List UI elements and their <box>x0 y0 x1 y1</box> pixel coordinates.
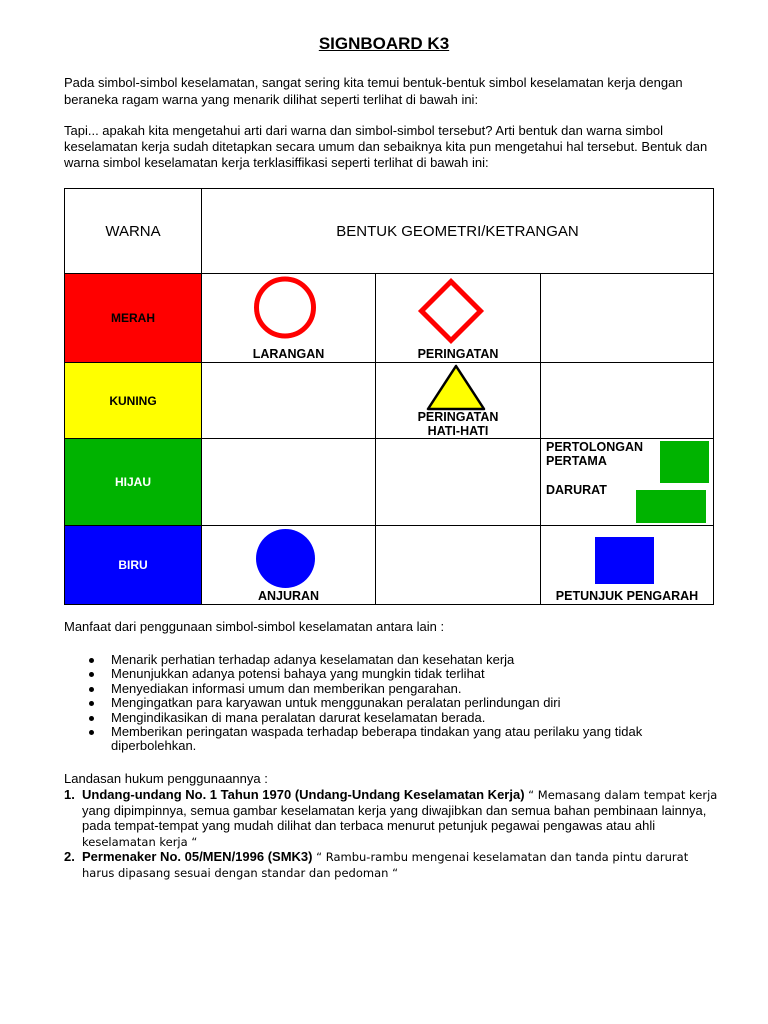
legal-quote-text: yang dipimpinnya, semua gambar keselamatan kerja yang diwajibkan dan semua bahan pembinaan lainnya, <box>82 802 707 818</box>
list-item <box>64 682 701 696</box>
benefits-intro: Manfaat dari penggunaan simbol-simbol keselamatan antara lain : <box>64 619 445 634</box>
list-item-text: Menyediakan informasi umum dan memberikan pengarahan. <box>111 680 462 696</box>
legal-item-title: Undang-undang No. 1 Tahun 1970 (Undang-Undang Keselamatan Kerja) <box>82 787 525 802</box>
signboard-table <box>64 188 714 605</box>
legal-quote-text: pada tempat-tempat yang mudah dilihat dan terbaca menurut petunjuk pegawai pengawas atau ahli <box>82 818 656 833</box>
legal-list <box>64 787 754 880</box>
legal-quote-text: “ Memasang dalam tempat kerja <box>528 788 718 802</box>
list-item <box>64 667 701 681</box>
legal-item-number: 1. <box>64 787 75 802</box>
bullet-icon <box>89 716 94 721</box>
cell-peringatan-hati-hati <box>376 363 541 439</box>
cell-empty <box>202 363 376 439</box>
intro-paragraph-1: Pada simbol-simbol keselamatan, sangat sering kita temui bentuk-bentuk simbol keselamatan kerja dengan beraneka ragam warna yang menarik dilihat seperti terlihat di bawah ini: <box>64 75 683 107</box>
cell-empty <box>541 363 714 439</box>
color-cell-merah: MERAH <box>65 274 202 363</box>
blue-square-shape <box>595 537 654 584</box>
list-item <box>64 725 701 754</box>
green-rectangle-shape <box>636 490 706 523</box>
red-diamond-outline-shape <box>422 282 481 341</box>
legal-line <box>64 818 754 834</box>
label-darurat: DARURAT <box>546 483 607 497</box>
list-item <box>64 653 701 667</box>
bullet-icon <box>89 730 94 735</box>
legal-item-title: Permenaker No. 05/MEN/1996 (SMK3) <box>82 849 313 864</box>
benefits-list <box>64 653 724 754</box>
label-peringatan-line-1: PERINGATAN <box>417 410 499 424</box>
legal-item-1 <box>64 787 754 849</box>
header-bentuk-geometri: BENTUK GEOMETRI/KETRANGAN <box>202 189 714 274</box>
list-item <box>64 711 701 725</box>
bullet-icon <box>89 672 94 677</box>
legal-quote-text: keselamatan kerja “ <box>82 834 198 849</box>
legal-quote-text: “ Rambu-rambu mengenai keselamatan dan tanda pintu darurat <box>316 850 689 864</box>
cell-peringatan <box>376 274 541 363</box>
list-item-text: Mengindikasikan di mana peralatan darurat keselamatan berada. <box>111 709 486 725</box>
label-larangan: LARANGAN <box>252 347 325 361</box>
legal-line <box>64 834 754 850</box>
page-title: SIGNBOARD K3 <box>318 34 450 53</box>
legal-line <box>64 865 754 881</box>
bullet-icon <box>89 687 94 692</box>
label-petunjuk-pengarah: PETUNJUK PENGARAH <box>555 589 699 603</box>
legal-quote-text: harus dipasang sesuai dengan standar dan pedoman “ <box>82 865 399 880</box>
legal-line <box>64 787 754 803</box>
cell-petunjuk-pengarah <box>541 526 714 605</box>
cell-pertolongan-darurat <box>541 439 714 526</box>
bullet-icon <box>89 701 94 706</box>
label-anjuran: ANJURAN <box>257 589 320 603</box>
bullet-icon <box>89 658 94 663</box>
list-item-text: Menarik perhatian terhadap adanya keselamatan dan kesehatan kerja <box>111 652 515 667</box>
legal-item-number: 2. <box>64 849 75 864</box>
green-square-shape <box>660 441 709 483</box>
label-peringatan-line-2: HATI-HATI <box>427 424 489 438</box>
intro-paragraph-2: Tapi... apakah kita mengetahui arti dari warna dan simbol-simbol tersebut? Arti bentuk dan warna simbol keselamatan kerja sudah ditetapkan secara umum dan sebaiknya kita pun mengetahui hal tersebut. Bentuk dan warna simbol keselamatan kerja terklasiffikasi seperti terlihat di bawah ini: <box>64 123 708 170</box>
list-item-text: Menunjukkan adanya potensi bahaya yang mungkin tidak terlihat <box>111 666 485 682</box>
legal-heading: Landasan hukum penggunaannya : <box>64 771 268 786</box>
cell-larangan <box>202 274 376 363</box>
yellow-triangle-shape <box>428 366 484 409</box>
color-cell-biru: BIRU <box>65 526 202 605</box>
label-pertolongan-line-2: PERTAMA <box>546 454 607 468</box>
cell-empty <box>202 439 376 526</box>
legal-line <box>64 803 754 819</box>
color-cell-kuning: KUNING <box>65 363 202 439</box>
cell-empty <box>376 526 541 605</box>
list-item-text: Mengingatkan para karyawan untuk menggunakan peralatan perlindungan diri <box>111 695 561 711</box>
cell-empty <box>376 439 541 526</box>
red-circle-outline-shape <box>257 279 314 336</box>
cell-anjuran <box>202 526 376 605</box>
legal-line <box>64 849 754 865</box>
list-item <box>64 696 701 710</box>
cell-empty <box>541 274 714 363</box>
blue-circle-shape <box>256 529 315 588</box>
list-item-text: Memberikan peringatan waspada terhadap beberapa tindakan yang atau perilaku yang tidak diperbolehkan. <box>111 724 643 754</box>
color-cell-hijau: HIJAU <box>65 439 202 526</box>
label-peringatan: PERINGATAN <box>417 347 499 361</box>
legal-item-2 <box>64 849 754 880</box>
header-warna: WARNA <box>65 189 202 274</box>
label-pertolongan-line-1: PERTOLONGAN <box>546 440 643 454</box>
